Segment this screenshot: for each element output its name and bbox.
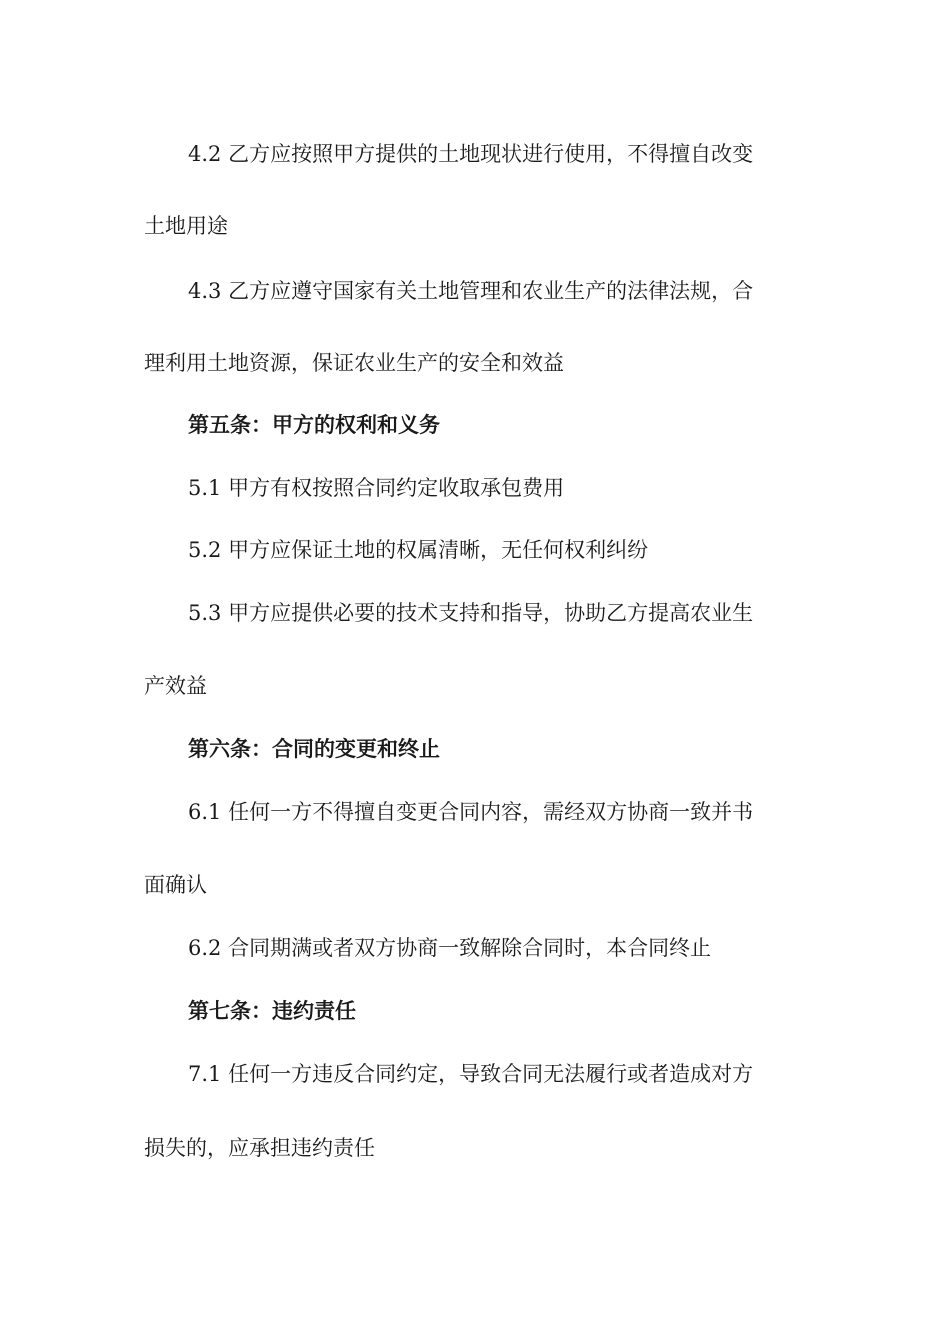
clause-6-2: 6.2 合同期满或者双方协商一致解除合同时，本合同终止 xyxy=(188,936,712,960)
clause-6-1-line-1: 6.1 任何一方不得擅自变更合同内容，需经双方协商一致并书 xyxy=(188,800,754,824)
clause-4-3-line-1: 4.3 乙方应遵守国家有关土地管理和农业生产的法律法规，合 xyxy=(188,279,754,303)
clause-4-2-line-2: 土地用途 xyxy=(144,214,228,238)
clause-5-1: 5.1 甲方有权按照合同约定收取承包费用 xyxy=(188,476,565,500)
clause-4-2-line-1: 4.2 乙方应按照甲方提供的土地现状进行使用，不得擅自改变 xyxy=(188,142,754,166)
clause-5-3-line-2: 产效益 xyxy=(144,674,207,698)
clause-7-1-line-2: 损失的，应承担违约责任 xyxy=(144,1136,375,1160)
clause-6-1-line-2: 面确认 xyxy=(144,873,207,897)
clause-4-3-line-2: 理利用土地资源，保证农业生产的安全和效益 xyxy=(144,351,564,375)
clause-7-1-line-1: 7.1 任何一方违反合同约定，导致合同无法履行或者造成对方 xyxy=(188,1062,754,1086)
article-6-heading: 第六条：合同的变更和终止 xyxy=(188,737,440,761)
article-5-heading: 第五条：甲方的权利和义务 xyxy=(188,413,440,437)
clause-5-2: 5.2 甲方应保证土地的权属清晰，无任何权利纠纷 xyxy=(188,538,649,562)
article-7-heading: 第七条：违约责任 xyxy=(188,999,356,1023)
clause-5-3-line-1: 5.3 甲方应提供必要的技术支持和指导，协助乙方提高农业生 xyxy=(188,601,754,625)
